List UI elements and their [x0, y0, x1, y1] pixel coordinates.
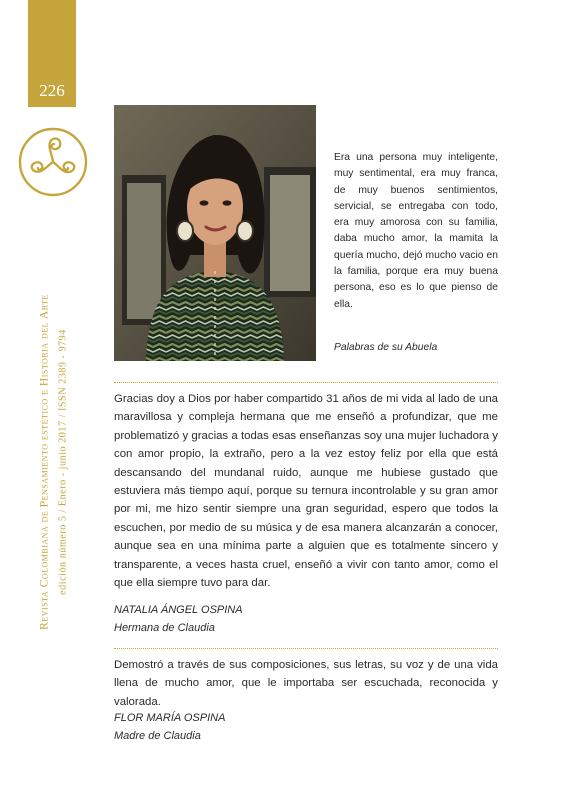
page-number-tab: [28, 0, 76, 107]
triskele-icon: [17, 126, 89, 198]
testimonial-role: Hermana de Claudia: [114, 622, 215, 634]
testimonial-text: Gracias doy a Dios por haber compartido 31 años de mi vida al lado de una maravillosa y compleja hermana que me enseñó a profundizar, que me problematizó y gracias a todas esas enseñanzas soy una mujer luchadora y con amor propio, la extraño, pero a la vez estoy feliz por ella que está descansando del mundanal ruido, aunque me hubiese gustado que estuviera más tiempo aquí, porque su ternura incontrolable y su gran amor por mi, me hizo sentir siempre una gran seguridad, espero que todos la escuchen, por medio de su música y de esa manera alcanzarán a conocer, aunque sea en una mínima parte a alguien que es totalmente sincero y transparente, a veces hasta cruel, enseñó a vivir con tanto amor, como el que ella siempre tuvo para dar.: [114, 393, 498, 590]
portrait-illustration: [114, 105, 316, 361]
quote-attribution: Palabras de su Abuela: [334, 342, 438, 353]
journal-spine: [25, 217, 81, 707]
edition-line: edición número 5 / Enero - junio 2017 / ISSN 2389 - 9794: [57, 329, 69, 595]
testimonial-author: NATALIA ÁNGEL OSPINA: [114, 604, 243, 616]
section-divider: [114, 648, 498, 649]
testimonial-text: Demostró a través de sus composiciones, sus letras, su voz y de una vida llena de mucho amor, que le importaba ser escuchada, reconocida y valorada.: [114, 659, 498, 708]
portrait-photo: [114, 105, 316, 361]
testimonial-author: FLOR MARÍA OSPINA: [114, 712, 226, 724]
grandmother-quote: Era una persona muy inteligente, muy sentimental, era muy franca, de muy buenos sentimientos, servicial, se entregaba con todo, era muy amorosa con su familia, daba mucho amor, la mamita la quería mucho, dejó mucho vacio en la familia, porque era muy buena persona, eso es lo que pienso de ella.: [334, 152, 498, 310]
page-number: 226: [39, 81, 65, 100]
journal-title: Revista Colombiana de Pensamiento estético e Historia del Arte: [37, 294, 51, 630]
section-divider: [114, 382, 498, 383]
testimonial-role: Madre de Claudia: [114, 730, 201, 742]
